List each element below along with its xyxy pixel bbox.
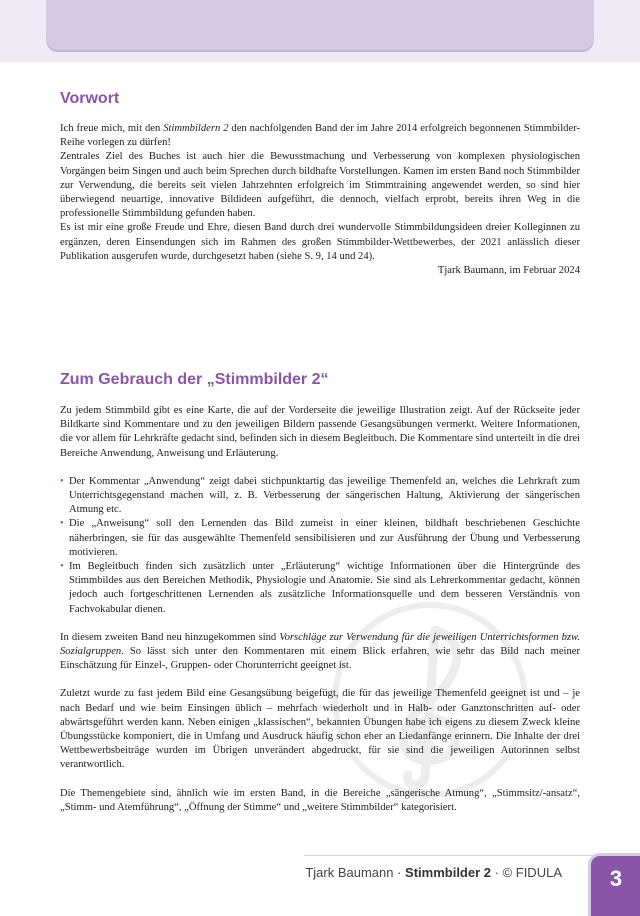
preface-paragraph-3: Es ist mir eine große Freude und Ehre, diesen Band durch drei wundervolle Stimmbildungsideen dreier Kolleginnen zu ergänzen, deren Einsendungen sich im Rahmen des großen Stimmbilder-Wettbewerbes, der 2021 anlässlich dieser Publikation ausgerufen wurde, durchgesetzt haben (siehe S. 9, 14 und 24).: [60, 222, 580, 262]
usage-bullet-anweisung: • Die „Anweisung“ soll den Lernenden das Bild zumeist in einer kleinen, bildhaft beschriebenen Geschichte näherbringen, sie für das ausgewählte Themenfeld sensibilisieren und zur Ausführung der Übung und Verbesserung motivieren.: [60, 517, 580, 560]
page-number-tab: [588, 853, 640, 916]
footer-publisher: · © FIDULA: [494, 865, 562, 880]
footer-divider: [304, 855, 640, 856]
footer-book-title: Stimmbilder 2: [405, 865, 491, 880]
preface-body: [60, 122, 580, 278]
usage-title: Zum Gebrauch der „Stimmbilder 2“: [60, 371, 329, 388]
usage-body: [60, 404, 580, 815]
usage-intro: Zu jedem Stimmbild gibt es eine Karte, die auf der Vorderseite die jeweilige Illustration zeigt. Auf der Rückseite jeder Bildkarte sind Kommentare und zu den jeweiligen Bildern passende Gesangsübungen vermerkt. Weitere Informationen, die vor allem für Lehrkräfte gedacht sind, befinden sich in diesem Begleitbuch. Die Kommentare sind unterteilt in die drei Bereiche Anwendung, Anweisung und Erläuterung.: [60, 405, 580, 459]
preface-paragraph-2: Zentrales Ziel des Buches ist auch hier die Bewusstmachung und Verbesserung von komplexen physiologischen Vorgängen beim Singen und auch beim Sprechen durch bildhafte Vorstellungen. Kamen im ersten Band noch Stimmbilder zur Verwendung, die bereits seit vielen Jahrzehnten erfolgreich im Stimmtraining angewendet werden, so sind hier überwiegend neuartige, innovative Bildideen aufgeführt, die dennoch, vielfach erprobt, bereits ihren Weg in die professionelle Stimmbildung gefunden haben.: [60, 151, 580, 220]
footer-author: Tjark Baumann ·: [305, 865, 402, 880]
preface-paragraph-1: Ich freue mich, mit den Stimmbildern 2 den nachfolgenden Band der im Jahre 2014 erfolgreich begonnenen Stimmbilder-Reihe vorlegen zu dürfen!: [60, 123, 580, 149]
preface-title: Vorwort: [60, 90, 120, 107]
usage-paragraph-2: In diesem zweiten Band neu hinzugekommen sind Vorschläge zur Verwendung für die jeweiligen Unterrichtsformen bzw. Sozialgruppen. So lässt sich unter den Kommentaren mit einem Blick erfahren, wie sehr das Bild nach meiner Einschätzung für Einzel-, Gruppen- oder Chorunterricht geeignet ist.: [60, 631, 580, 672]
page-footer: [0, 845, 640, 905]
page-number: 3: [609, 866, 623, 891]
usage-paragraph-4: Die Themengebiete sind, ähnlich wie im ersten Band, in die Bereiche „sängerische Atmung“, „Stimmsitz/-ansatz“, „Stimm- und Atemführung“, „Öffnung der Stimme“ und „weitere Stimmbilder“ kategorisiert.: [60, 787, 580, 813]
header-box: [46, 0, 594, 50]
footer-credit: [305, 865, 562, 880]
preface-signature: Tjark Baumann, im Februar 2024: [437, 265, 580, 277]
usage-bullet-erlaeuterung: • Im Begleitbuch finden sich zusätzlich unter „Erläuterung“ wichtige Informationen über die Hintergründe des Stimmbildes aus den Bereichen Methodik, Physiologie und Anatomie. Sie sind als Lehrerkommentar gedacht, können jedoch auch fortgeschrittenen Lernenden als zusätzliche Informationsquelle und dem besseren Verständnis von Fachvokabular dienen.: [60, 560, 580, 617]
usage-bullet-list: [60, 475, 580, 617]
usage-bullet-anwendung: • Der Kommentar „Anwendung“ zeigt dabei stichpunktartig das jeweilige Themenfeld an, welches die Lehrkraft zum Unterrichtsgegenstand machen will, z. B. Verbesserung der sängerischen Haltung, Aktivierung der sängerischen Atmung etc.: [60, 475, 580, 518]
usage-paragraph-3: Zuletzt wurde zu fast jedem Bild eine Gesangsübung beigefügt, die für das jeweilige Themenfeld geeignet ist und – je nach Bedarf und wie beim Einsingen üblich – mehrfach wiederholt und in Halb- oder Ganztonschritten auf- oder abwärtsgeführt werden kann. Neben einigen „klassischen“, bekannten Übungen habe ich eigens zu diesem Zweck kleine Übungsstücke komponiert, die in Umfang und Ausdruck häufig schon eher an Liedanfänge erinnern. Die Inhalte der drei Wettbewerbsbeiträge wurden im Übrigen unverändert abgedruckt, für sie sind die jeweiligen Autorinnen selbst verantwortlich.: [60, 688, 580, 771]
